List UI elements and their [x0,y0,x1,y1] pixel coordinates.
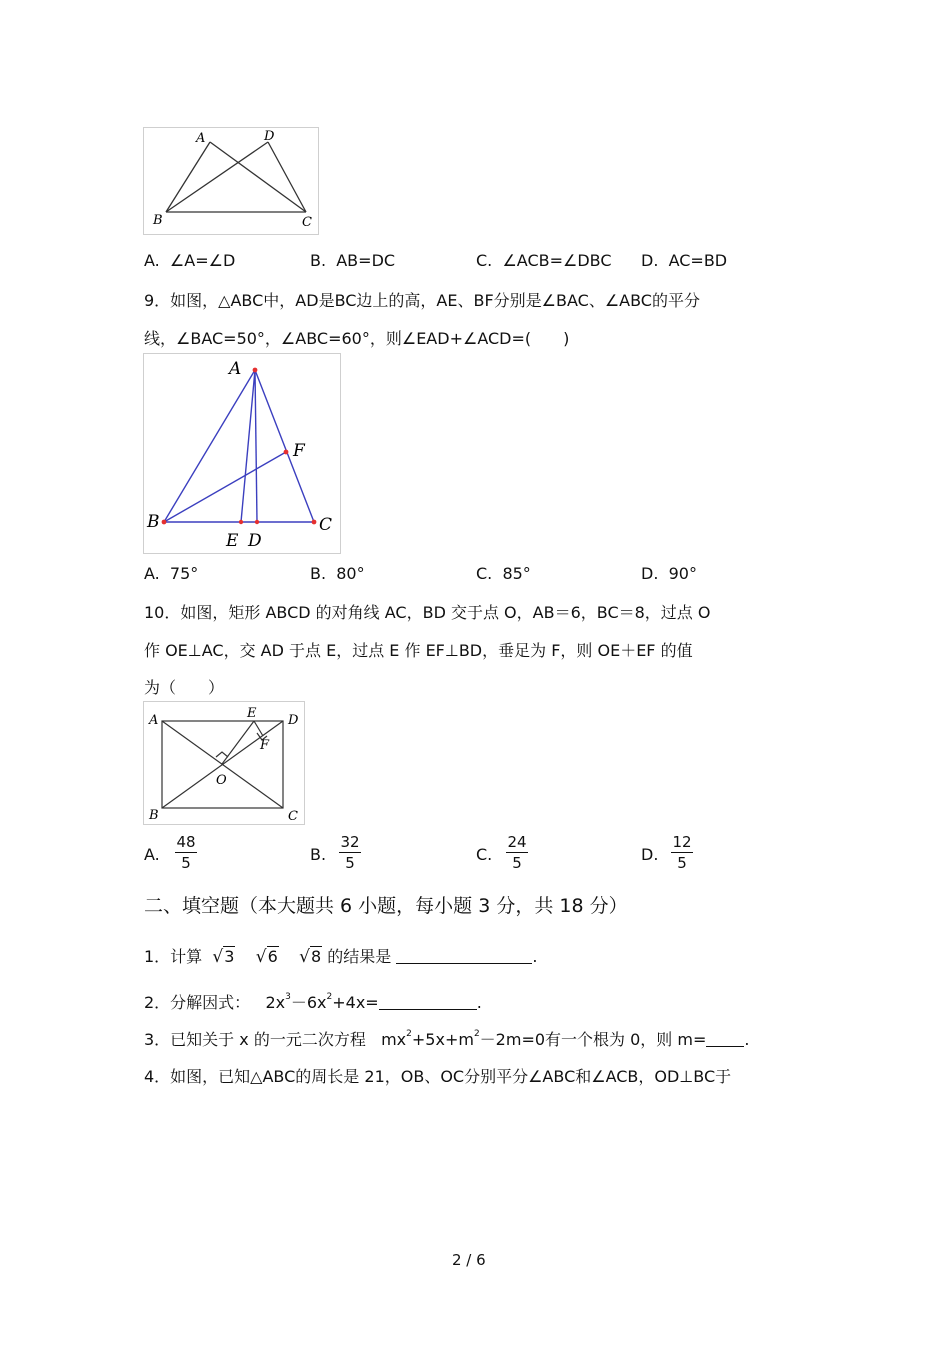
q9-option-b[interactable] [310,564,365,583]
q10-label-e: E [247,706,257,721]
expr-term: +4x= [332,993,379,1012]
fill-q3 [144,1027,749,1050]
exponent: 3 [285,992,291,1002]
q9-option-d[interactable] [641,564,697,583]
option-text: ∠ACB=∠DBC [502,251,612,270]
q10-option-a-fraction[interactable] [175,832,197,873]
q10-option-d-letter[interactable]: D. [641,845,659,864]
q10-label-c: C [288,809,298,824]
numerator: 32 [340,833,360,851]
q9-label-b: B [147,512,160,532]
q9-figure [143,353,341,554]
expr-term: －2m=0有一个根为 0，则 m= [479,1030,707,1049]
q10-label-f: F [260,738,270,753]
q10-label-a: A [149,713,159,728]
option-letter: B. [310,564,327,583]
q9-text-line2: 线，∠BAC=50°，∠ABC=60°，则∠EAD+∠ACD=( ) [144,329,570,348]
expr-term: 2x [265,993,286,1012]
q10-label-o: O [216,773,227,788]
expr-term: +5x+m [411,1030,474,1049]
q9-text-line1: 9．如图，△ABC中，AD是BC边上的高，AE、BF分别是∠BAC、∠ABC的平分 [144,291,700,310]
fill-q2-prefix: 2．分解因式： [144,993,251,1012]
period: . [476,993,482,1012]
option-letter: C. [476,564,493,583]
q9-label-a: A [229,359,242,379]
q9-option-a[interactable] [144,564,198,583]
q8-label-c: C [302,215,312,230]
radicand-2: 6 [267,947,278,966]
option-text: 90° [668,564,697,583]
option-text: AC=BD [668,251,728,270]
q10-option-b-fraction[interactable] [339,832,361,873]
expr-term: mx [381,1030,407,1049]
q9-label-e: E [226,531,239,551]
denominator: 5 [345,854,355,872]
q10-text-line3: 为（ ） [144,678,225,697]
option-text: 80° [336,564,365,583]
fill-q3-prefix: 3．已知关于 x 的一元二次方程 [144,1030,366,1049]
period: . [744,1030,750,1049]
option-letter: B. [310,251,327,270]
q8-label-a: A [196,131,206,146]
q8-figure [143,127,319,235]
q10-figure [143,701,305,825]
fill-q1-prefix: 1．计算 [144,947,203,966]
period: . [532,947,538,966]
numerator: 12 [672,833,692,851]
q10-diagram [144,702,304,824]
option-text: 85° [502,564,531,583]
section-title-fill-in: 二、填空题（本大题共 6 小题，每小题 3 分，共 18 分） [144,895,628,917]
exponent: 2 [406,1029,412,1039]
exponent: 2 [473,1029,480,1039]
option-letter: D. [641,564,659,583]
fill-q2 [144,990,482,1013]
option-letter: A. [144,251,160,270]
denominator: 5 [677,854,687,872]
option-text: 75° [169,564,199,583]
option-text: AB=DC [336,251,396,270]
answer-blank[interactable] [706,1030,744,1047]
q8-option-a[interactable] [144,251,235,270]
q9-label-c: C [319,515,333,535]
q10-option-d-fraction[interactable] [671,832,693,873]
numerator: 24 [507,833,527,851]
q10-label-b: B [149,808,159,823]
radicand-1: 3 [224,947,235,966]
q10-option-c-letter[interactable]: C. [476,845,493,864]
q10-label-d: D [288,713,299,728]
fill-q1-suffix: 的结果是 [327,947,392,966]
q8-option-c[interactable] [476,251,612,270]
q8-option-b[interactable] [310,251,395,270]
q10-option-c-fraction[interactable] [506,832,528,873]
q9-label-d: D [248,531,262,551]
expr-term: －6x [290,993,327,1012]
exponent: 2 [326,992,333,1002]
option-letter: C. [476,251,493,270]
q8-diagram [144,128,318,234]
q10-text-line2: 作 OE⊥AC，交 AD 于点 E，过点 E 作 EF⊥BD，垂足为 F，则 OE＋EF 的值 [144,641,693,660]
answer-blank[interactable] [379,993,477,1010]
fill-q4: 4．如图，已知△ABC的周长是 21，OB、OC分别平分∠ABC和∠ACB，OD⊥BC于 [144,1067,732,1086]
fill-q1: 1．计算 √3 √6 √8 的结果是 . [144,947,538,967]
denominator: 5 [512,854,522,872]
q10-option-a-letter[interactable]: A. [144,845,160,864]
q10-text-line1: 10．如图，矩形 ABCD 的对角线 AC，BD 交于点 O，AB＝6，BC＝8，过点 O [144,603,711,622]
q9-diagram [144,354,340,553]
q9-label-f: F [293,441,305,461]
numerator: 48 [176,833,196,851]
q9-option-c[interactable] [476,564,531,583]
q10-option-b-letter[interactable]: B. [310,845,327,864]
option-letter: D. [641,251,659,270]
q8-label-d: D [264,129,275,144]
option-letter: A. [144,564,160,583]
answer-blank[interactable] [396,947,532,964]
radicand-3: 8 [310,947,322,966]
q8-option-d[interactable] [641,251,727,270]
denominator: 5 [181,854,191,872]
option-text: ∠A=∠D [169,251,236,270]
q8-label-b: B [153,213,163,228]
page-number: 2 / 6 [452,1251,486,1269]
